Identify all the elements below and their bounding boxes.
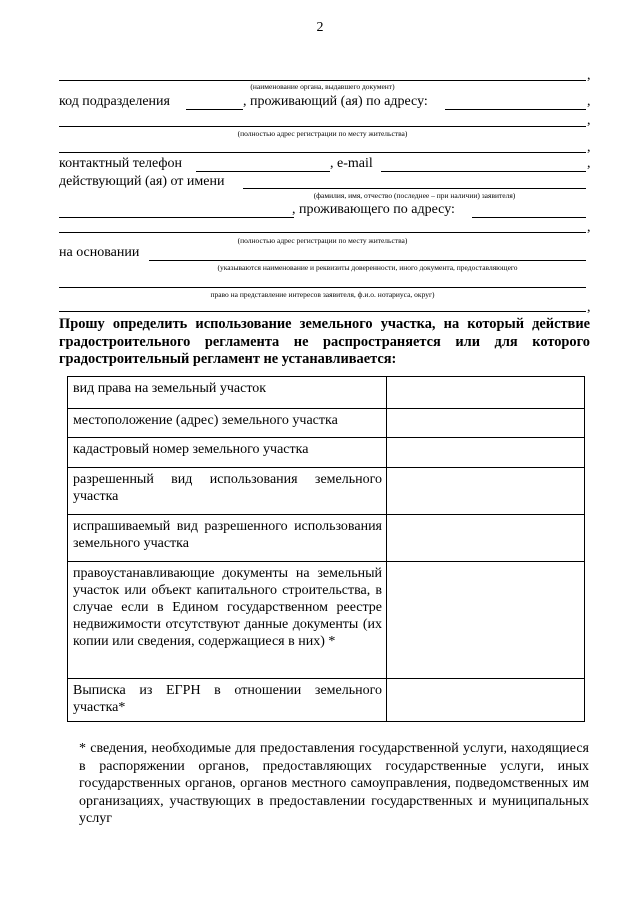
page-number: 2 [316, 20, 324, 35]
division-code-label: код подразделения [59, 94, 170, 109]
row-value-cell[interactable] [387, 438, 585, 468]
email-field[interactable] [381, 171, 586, 172]
parcel-info-table [67, 376, 585, 722]
basis-caption-1: (указываются наименование и реквизиты доверенности, иного документа, предоставляющего [217, 263, 518, 272]
comma: , [587, 140, 591, 155]
address-field-extra[interactable] [59, 152, 586, 153]
request-text: Прошу определить использование земельного участка, на который действие градостроительного регламента не распространяется или для которого градостроительный регламент не устанавливается: [59, 316, 590, 367]
phone-label: контактный телефон [59, 156, 182, 171]
table-row [68, 438, 585, 468]
row-label: вид права на земельный участок [68, 377, 387, 409]
issuer-caption: (наименование органа, выдавшего документ) [250, 82, 395, 91]
basis-label: на основании [59, 245, 140, 260]
comma: , [587, 113, 591, 128]
address2-field[interactable] [472, 217, 586, 218]
division-code-field[interactable] [186, 109, 243, 110]
row-label: Выписка из ЕГРН в отношении земельного участка* [68, 679, 387, 722]
row-value-cell[interactable] [387, 679, 585, 722]
applicant-name-field[interactable] [243, 188, 586, 189]
email-label: , e-mail [330, 156, 373, 171]
row-label: разрешенный вид использования земельного участка [68, 468, 387, 515]
row-label: испрашиваемый вид разрешенного использования земельного участка [68, 515, 387, 562]
address-field-continuation[interactable] [59, 126, 586, 127]
table-row [68, 515, 585, 562]
row-label: кадастровый номер земельного участка [68, 438, 387, 468]
comma: , [587, 156, 591, 171]
basis-field-continuation[interactable] [59, 287, 586, 288]
row-value-cell[interactable] [387, 409, 585, 438]
table-row [68, 409, 585, 438]
residing2-label: , проживающего по адресу: [292, 202, 455, 217]
row-label: местоположение (адрес) земельного участка [68, 409, 387, 438]
acting-label: действующий (ая) от имени [59, 174, 225, 189]
table-row [68, 377, 585, 409]
address-caption: (полностью адрес регистрации по месту жительства) [237, 129, 408, 138]
basis-field-extra[interactable] [59, 311, 586, 312]
row-value-cell[interactable] [387, 377, 585, 409]
address2-caption: (полностью адрес регистрации по месту жительства) [237, 236, 408, 245]
comma: , [587, 94, 591, 109]
row-value-cell[interactable] [387, 468, 585, 515]
row-value-cell[interactable] [387, 562, 585, 679]
residing-label: , проживающий (ая) по адресу: [243, 94, 428, 109]
table-row [68, 562, 585, 679]
comma: , [587, 220, 591, 235]
issuer-field[interactable] [59, 80, 586, 81]
row-label: правоустанавливающие документы на земельный участок или объект капитального строительства, в случае если в Едином государственном реестре недвижимости отсутствуют данные документы (их копии или сведения, содержащиеся в них) * [68, 562, 387, 679]
comma: , [587, 300, 591, 315]
basis-caption-2: право на представление интересов заявителя, ф.и.о. нотариуса, округ) [210, 290, 435, 299]
row-value-cell[interactable] [387, 515, 585, 562]
table-row [68, 679, 585, 722]
phone-field[interactable] [196, 171, 330, 172]
footnote: * сведения, необходимые для предоставления государственной услуги, находящиеся в распоряжении органов, предоставляющих государственные услуги, иных государственных органов, органов местного самоуправления, подведомственных им организациях, участвующих в предоставлении государственных и муниципальных услуг [79, 741, 589, 826]
applicant-name-caption: (фамилия, имя, отчество (последнее – при наличии) заявителя) [313, 191, 516, 200]
comma: , [587, 68, 591, 83]
applicant-extra-field[interactable] [59, 217, 294, 218]
address-field[interactable] [445, 109, 586, 110]
basis-field[interactable] [149, 260, 586, 261]
address2-field-continuation[interactable] [59, 232, 586, 233]
table-row [68, 468, 585, 515]
